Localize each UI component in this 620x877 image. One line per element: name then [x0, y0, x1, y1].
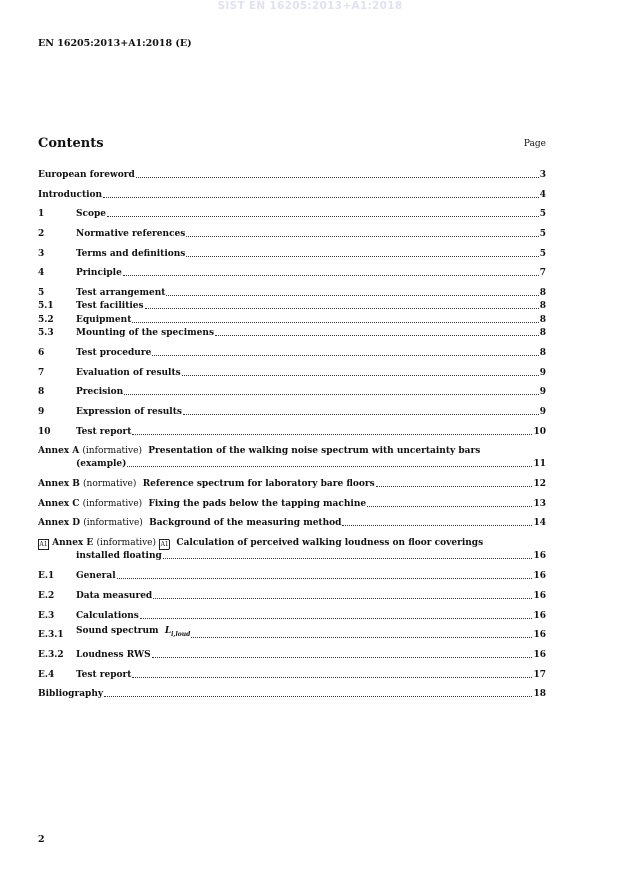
toc-entry-equipment[interactable]: 5.2 Equipment 8: [38, 315, 546, 325]
toc-entry-e1[interactable]: E.1 General 16: [38, 571, 546, 581]
toc-annex-e-continuation[interactable]: installed floating 16: [76, 551, 546, 561]
toc-entry-test-arrangement[interactable]: 5 Test arrangement 8: [38, 288, 546, 298]
toc-annex-a-continuation[interactable]: (example) 11: [76, 459, 546, 469]
toc-entry-scope[interactable]: 1 Scope 5: [38, 209, 546, 219]
toc-entry-test-procedure[interactable]: 6 Test procedure 8: [38, 348, 546, 358]
watermark: SIST EN 16205:2013+A1:2018: [217, 0, 403, 12]
toc-entry-european-foreword[interactable]: European foreword 3: [38, 170, 546, 180]
toc-annex-b[interactable]: Annex B (normative) Reference spectrum for laboratory bare floors 12: [38, 479, 546, 489]
toc-entry-e3-1[interactable]: E.3.1 Sound spectrum $L_{i,loud}$ 16: [38, 626, 546, 640]
toc-annex-e[interactable]: A1 Annex E (informative) A1 Calculation of perceived walking loudness on floor coverings: [39, 538, 484, 548]
toc-annex-c[interactable]: Annex C (informative) Fixing the pads below the tapping machine 13: [38, 499, 546, 509]
toc-entry-e3-2[interactable]: E.3.2 Loudness RWS 16: [38, 650, 546, 660]
toc-entry-test-report[interactable]: 10 Test report 10: [38, 427, 546, 437]
page-column-label: Page: [523, 139, 546, 149]
amendment-start-marker-icon: A1: [39, 541, 48, 548]
contents-title: Contents: [38, 136, 104, 151]
toc-entry-evaluation-of-results[interactable]: 7 Evaluation of results 9: [38, 368, 546, 378]
document-id: EN 16205:2013+A1:2018 (E): [38, 38, 192, 49]
amendment-end-marker-icon: A1: [160, 541, 169, 548]
toc-entry-mounting-of-specimens[interactable]: 5.3 Mounting of the specimens 8: [38, 328, 546, 338]
toc-entry-terms-and-definitions[interactable]: 3 Terms and definitions 5: [38, 249, 546, 259]
toc-entry-introduction[interactable]: Introduction 4: [38, 190, 546, 200]
toc-entry-e3[interactable]: E.3 Calculations 16: [38, 611, 546, 621]
toc-entry-expression-of-results[interactable]: 9 Expression of results 9: [38, 407, 546, 417]
toc-annex-a[interactable]: Annex A (informative) Presentation of the walking noise spectrum with uncertainty bars: [38, 446, 481, 456]
toc-entry-normative-references[interactable]: 2 Normative references 5: [38, 229, 546, 239]
toc-entry-e4[interactable]: E.4 Test report 17: [38, 670, 546, 680]
toc-entry-precision[interactable]: 8 Precision 9: [38, 387, 546, 397]
toc-entry-bibliography[interactable]: Bibliography 18: [38, 689, 546, 699]
toc-annex-d[interactable]: Annex D (informative) Background of the measuring method 14: [38, 518, 546, 528]
toc-entry-e2[interactable]: E.2 Data measured 16: [38, 591, 546, 601]
page-number: 2: [38, 834, 45, 845]
toc-entry-principle[interactable]: 4 Principle 7: [38, 268, 546, 278]
toc-entry-test-facilities[interactable]: 5.1 Test facilities 8: [38, 301, 546, 311]
